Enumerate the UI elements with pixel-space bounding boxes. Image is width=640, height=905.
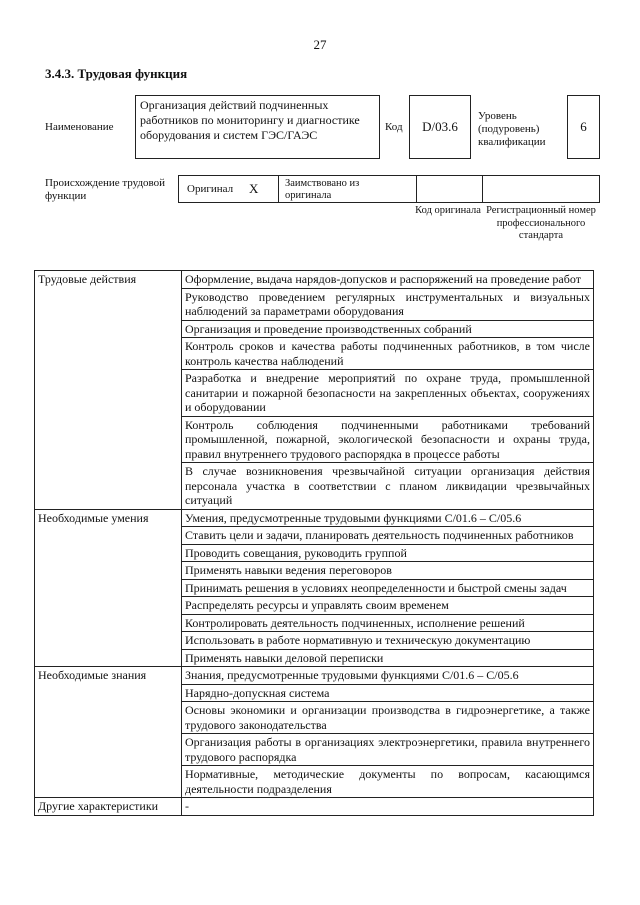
item-cell: Нарядно-допускная система bbox=[182, 684, 594, 702]
name-label: Наименование bbox=[45, 121, 114, 133]
item-cell: В случае возникновения чрезвычайной ситуации организация действия персонала участка в соответствии с планом ликвидации чрезвычайных ситуаций bbox=[182, 463, 594, 510]
divider bbox=[482, 176, 483, 202]
code-label: Код bbox=[385, 121, 403, 133]
reg-number-caption: Регистрационный номер профессионального стандарта bbox=[486, 205, 596, 241]
item-cell: Умения, предусмотренные трудовыми функциями С/01.6 – С/05.6 bbox=[182, 509, 594, 527]
item-cell: Применять навыки деловой переписки bbox=[182, 649, 594, 667]
item-cell: Контроль сроков и качества работы подчиненных работников, в том числе контроль качества наблюдений bbox=[182, 338, 594, 370]
item-cell: Нормативные, методические документы по вопросам, касающимся деятельности подразделения bbox=[182, 766, 594, 798]
level-value: 6 bbox=[567, 95, 600, 159]
item-cell: Организация работы в организациях электроэнергетики, правила внутреннего трудового распорядка bbox=[182, 734, 594, 766]
origin-label: Происхождение трудовой функции bbox=[45, 177, 166, 202]
category-cell: Трудовые действия bbox=[35, 271, 182, 510]
item-cell: Распределять ресурсы и управлять своим временем bbox=[182, 597, 594, 615]
requirements-table bbox=[34, 270, 594, 816]
table-row bbox=[35, 271, 594, 289]
category-cell: Необходимые умения bbox=[35, 509, 182, 667]
section-title: 3.4.3. Трудовая функция bbox=[45, 66, 188, 81]
code-original-caption: Код оригинала bbox=[415, 205, 481, 216]
item-cell: Оформление, выдача нарядов-допусков и распоряжений на проведение работ bbox=[182, 271, 594, 289]
table-row bbox=[35, 509, 594, 527]
item-cell: Руководство проведением регулярных инструментальных и визуальных наблюдений за параметрами оборудования bbox=[182, 288, 594, 320]
item-cell: Контроль соблюдения подчиненными работниками требований промышленной, пожарной, экологической безопасности и охраны труда, правил внутреннего трудового распорядка в процессе работы bbox=[182, 416, 594, 463]
divider bbox=[278, 176, 279, 202]
item-cell: Проводить совещания, руководить группой bbox=[182, 544, 594, 562]
item-cell: Использовать в работе нормативную и техническую документацию bbox=[182, 632, 594, 650]
item-cell: Контролировать деятельность подчиненных, исполнение решений bbox=[182, 614, 594, 632]
divider bbox=[416, 176, 417, 202]
origin-box bbox=[178, 175, 600, 203]
table-row bbox=[35, 667, 594, 685]
item-cell: Организация и проведение производственных собраний bbox=[182, 320, 594, 338]
item-cell: Разработка и внедрение мероприятий по охране труда, промышленной санитарии и пожарной безопасности на закрепленных объектах, сооружениях и оборудовании bbox=[182, 370, 594, 417]
original-mark: X bbox=[249, 181, 259, 196]
name-value: Организация действий подчиненных работников по мониторингу и диагностике оборудования и систем ГЭС/ГАЭС bbox=[135, 95, 380, 159]
item-cell: Знания, предусмотренные трудовыми функциями С/01.6 – С/05.6 bbox=[182, 667, 594, 685]
item-cell: Принимать решения в условиях неопределенности и быстрой смены задач bbox=[182, 579, 594, 597]
borrowed-label: Заимствовано из оригинала bbox=[285, 178, 360, 201]
category-cell: Другие характеристики bbox=[35, 798, 182, 816]
item-cell: Применять навыки ведения переговоров bbox=[182, 562, 594, 580]
item-cell: - bbox=[182, 798, 594, 816]
category-cell: Необходимые знания bbox=[35, 667, 182, 798]
page-number: 27 bbox=[313, 37, 327, 52]
item-cell: Основы экономики и организации производства в гидроэнергетике, а также трудового законодательства bbox=[182, 702, 594, 734]
level-label: Уровень (подуровень) квалификации bbox=[478, 110, 546, 148]
item-cell: Ставить цели и задачи, планировать деятельность подчиненных работников bbox=[182, 527, 594, 545]
original-label: Оригинал bbox=[187, 183, 234, 195]
table-row bbox=[35, 798, 594, 816]
code-value: D/03.6 bbox=[409, 95, 471, 159]
